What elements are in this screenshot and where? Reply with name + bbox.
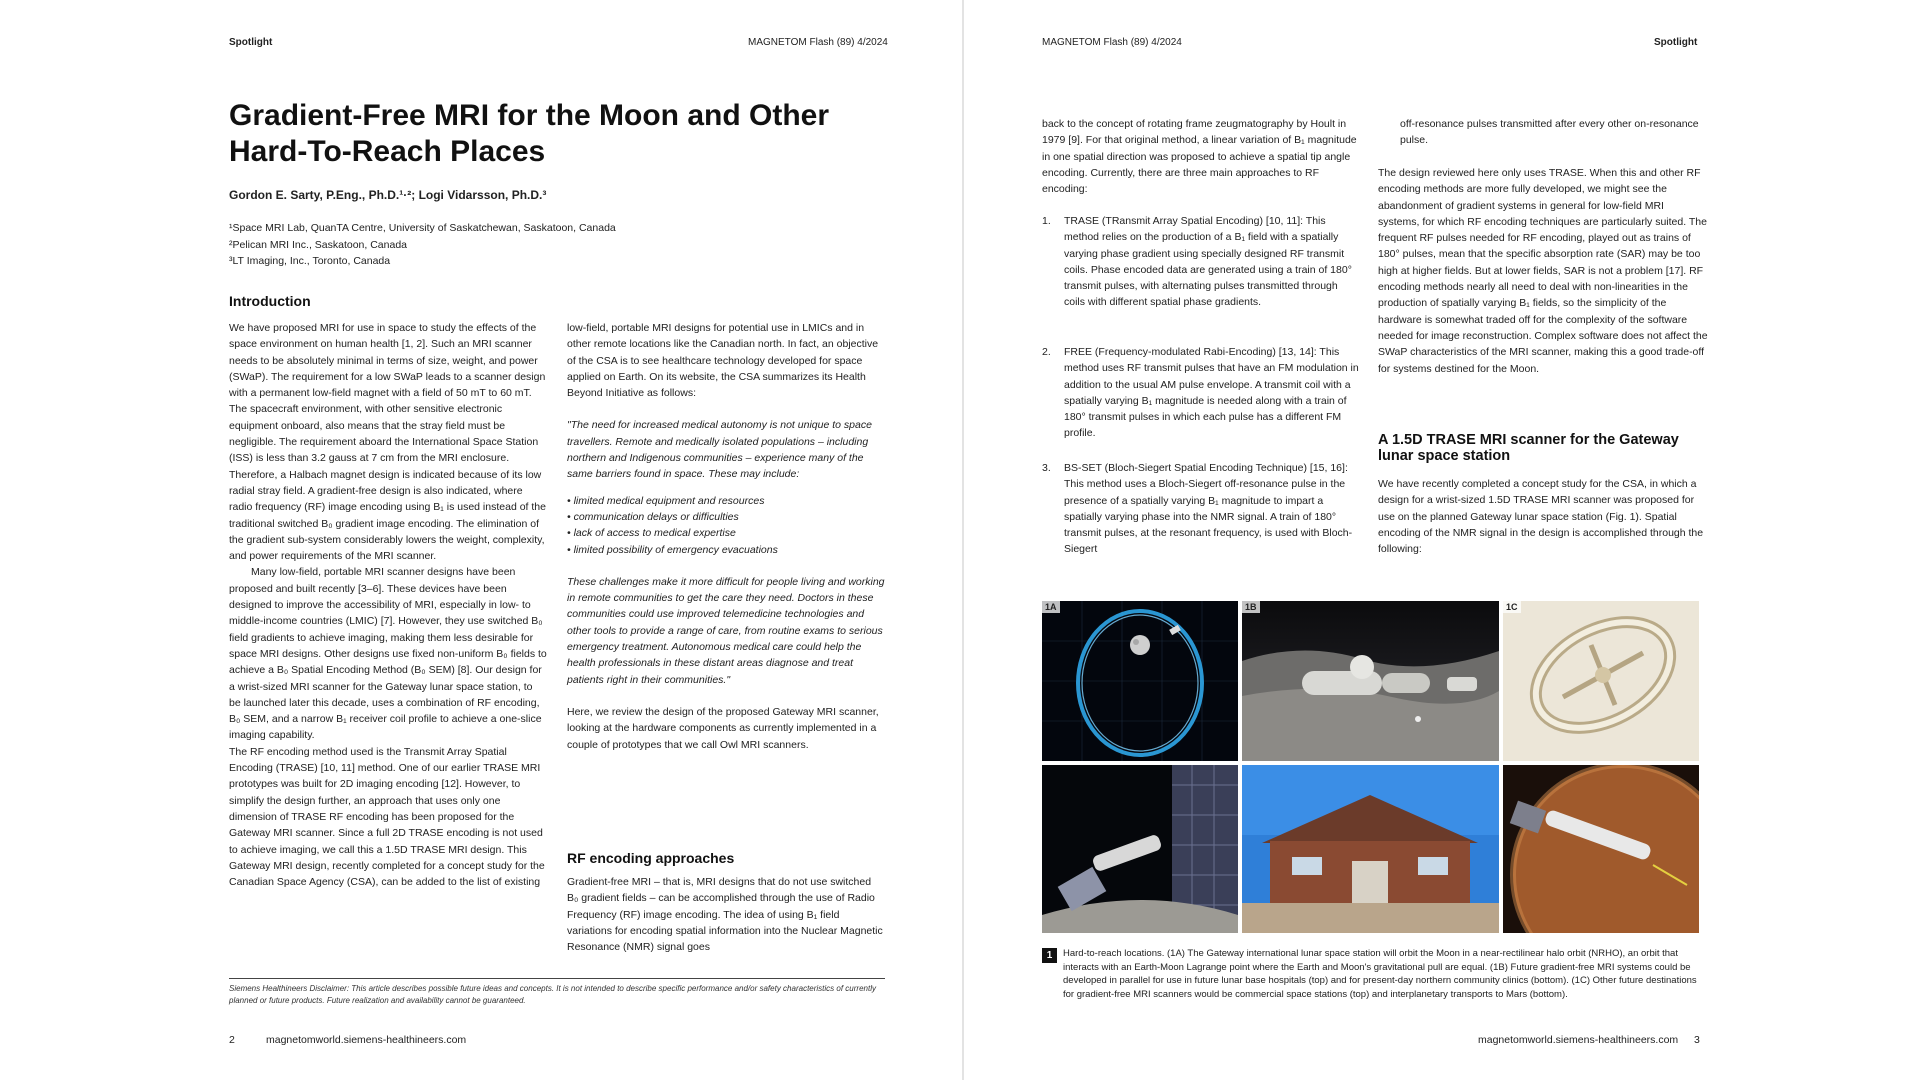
figure-1c-top bbox=[1503, 601, 1699, 761]
figure-1a-top bbox=[1042, 601, 1238, 761]
approach-number: 3. bbox=[1042, 462, 1051, 474]
affiliation: ²Pelican MRI Inc., Saskatoon, Canada bbox=[229, 238, 408, 251]
gateway-heading: A 1.5D TRASE MRI scanner for the Gateway lunar space station bbox=[1378, 432, 1679, 464]
paragraph: The RF encoding method used is the Transmit Array Spatial Encoding (TRASE) [10, 11] method. One of our earlier TRASE MRI prototypes was built for 2D imaging encoding [12]. However, to simplify the design further, an approach that uses only one dimension of TRASE RF encoding has been proposed for the Gateway MRI scanner. Since a full 2D TRASE encoding is not used to achieve imaging, we call this a 1.5D TRASE MRI design. This Gateway MRI design, recently completed for a concept study for the Canadian Space Agency (CSA), can be added to the list of existing bbox=[229, 745, 545, 889]
paragraph: We have proposed MRI for use in space to study the effects of the space environment on human health [1, 2]. Such an MRI scanner needs to be absolutely minimal in terms of size, weight, and power (SWaP). The requirement for a low SWaP leads to a scanner design with a permanent low-field magnet with a field of 50 mT to 60 mT. The spacecraft environment, with other sensitive electronic equipment onboard, also means that the stray field must be negligible. The requirement aboard the International Space Station (ISS) is less than 3.2 gauss at 7 cm from the MRI enclosure. Therefore, a Halbach magnet design is indicated because of its low radial stray field. A gradient-free design is also indicated, where radio frequency (RF) image encoding using B₁ is used instead of the traditional switched B₀ gradient image encoding. The elimination of the gradient sub-system considerably lowers the weight, complexity, and power requirements of the MRI scanner. bbox=[229, 322, 546, 563]
approach-item bbox=[1042, 213, 1360, 311]
footer-url[interactable]: magnetomworld.siemens-healthineers.com bbox=[1478, 1034, 1679, 1046]
approach-number: 2. bbox=[1042, 346, 1051, 358]
rf-paragraph: Gradient-free MRI – that is, MRI designs that do not use switched B₀ gradient fields – can be accomplished through the use of Radio Frequency (RF) image encoding. The idea of using B₁ field variations for encoding spatial information into the Nuclear Magnetic Resonance (NMR) signal goes bbox=[567, 876, 883, 954]
article-title: Gradient-Free MRI for the Moon and Other Hard-To-Reach Places bbox=[229, 99, 830, 168]
approach-text: BS-SET (Bloch-Siegert Spatial Encoding Technique) [15, 16]: This method uses a Bloch-Siegert off-resonance pulse in the presence of a spatially varying B₁ magnitude to impart a spatially varying phase into the NMR signal. A train of 180° transmit pulses, at the resonant frequency, is used with Bloch-Siegert bbox=[1064, 462, 1353, 556]
approach-text: TRASE (TRansmit Array Spatial Encoding) [10, 11]: This method relies on the production of a B₁ field with a spatially varying phase gradient using specially designed RF transmit coils. Phase encoded data are generated using a train of 180° transmit pulses, with alternating pulses transmitted through coils with different spatial phase gradients. bbox=[1064, 215, 1352, 309]
section-label: Spotlight bbox=[229, 37, 273, 48]
body-column-1 bbox=[1042, 116, 1360, 197]
continued-paragraph bbox=[1400, 116, 1704, 149]
section-label: Spotlight bbox=[1654, 37, 1698, 48]
body-column-1 bbox=[229, 320, 547, 890]
paragraph: off-resonance pulses transmitted after every other on-resonance pulse. bbox=[1400, 118, 1699, 147]
northern-clinic-photo bbox=[1242, 765, 1499, 933]
body-column-2 bbox=[567, 320, 885, 753]
quote: These challenges make it more difficult for people living and working in remote communities to get the care they need. Doctors in these communities could use improved telemedicine technologies and other tools to provide a range of care, from routine exams to serious emergency treatment. Autonomous medical care could help the health professionals in these distant areas diagnose and treat patients right in their communities." bbox=[567, 575, 885, 686]
figure-1b-top bbox=[1242, 601, 1499, 761]
affiliations bbox=[229, 220, 616, 270]
lunar-base-illustration bbox=[1242, 601, 1499, 761]
page-number: 3 bbox=[1694, 1034, 1700, 1046]
approach-item bbox=[1042, 460, 1360, 558]
figure-label: 1B bbox=[1242, 601, 1260, 613]
figure-caption: Hard-to-reach locations. (1A) The Gateway international lunar space station will orbit the Moon in a near-rectilinear halo orbit (NRHO), an orbit that interacts with an Earth-Moon Lagrange point where the Earth and Moon's gravitational pull are equal. (1B) Future gradient-free MRI systems could be developed in parallel for use in future lunar base hospitals (top) and for present-day northern community clinics (bottom). (1C) Other future destinations for gradient-free MRI scanners would be commercial space stations (top) and interplanetary transports to Mars (bottom). bbox=[1063, 948, 1697, 1000]
paragraph: back to the concept of rotating frame zeugmatography by Hoult in 1979 [9]. For that original method, a linear variation of B₁ magnitude in one spatial direction was proposed to achieve a spatial tip angle encoding. Currently, there are three main approaches to RF encoding: bbox=[1042, 118, 1357, 196]
footer-url[interactable]: magnetomworld.siemens-healthineers.com bbox=[266, 1034, 467, 1046]
figure-label: 1C bbox=[1503, 601, 1521, 613]
affiliation: ¹Space MRI Lab, QuanTA Centre, University of Saskatchewan, Saskatoon, Canada bbox=[229, 222, 616, 234]
page-number: 2 bbox=[229, 1034, 235, 1046]
approach-text: FREE (Frequency-modulated Rabi-Encoding) [13, 14]: This method uses RF transmit pulses that have an FM modulation in addition to the usual AM pulse envelope. A transmit coil with a spatially varying B₁ magnitude is needed along with a train of 180° transmit pulses in which each pulse has a different FM profile. bbox=[1064, 346, 1359, 440]
paragraph: The design reviewed here only uses TRASE. When this and other RF encoding methods are more fully developed, we might see the abandonment of gradient systems in general for low-field MRI systems, for which RF encoding techniques are particularly suited. The frequent RF pulses needed for RF encoding, played out as trains of 180° pulses, mean that the specific absorption rate (SAR) may be too high at higher fields. But at lower fields, SAR is not a problem [17]. RF encoding methods nearly all need to deal with non-linearities in the production of spatially varying B₁ fields, so the simplicity of the hardware is somewhat traded off for the complexity of the software needed for image reconstruction. Complex software does not affect the SWaP characteristics of the MRI scanner, making this a good trade-off for systems destined for the Moon. bbox=[1378, 167, 1708, 375]
halo-orbit-illustration bbox=[1042, 601, 1238, 761]
authors: Gordon E. Sarty, P.Eng., Ph.D.¹·²; Logi Vidarsson, Ph.D.³ bbox=[229, 188, 547, 202]
disclaimer: Siemens Healthineers Disclaimer: This article describes possible future ideas and concepts. It is not intended to describe specific performance and/or safety characteristics of currently planned or future products. Future realization and availability cannot be guaranteed. bbox=[229, 984, 876, 1005]
space-station-ring-illustration bbox=[1503, 601, 1699, 761]
bullet-list bbox=[567, 493, 885, 558]
figure-1a-bottom bbox=[1042, 765, 1238, 933]
mars-transport-illustration bbox=[1503, 765, 1699, 933]
bullet-item: • lack of access to medical expertise bbox=[567, 525, 885, 541]
figure-1b-bottom bbox=[1242, 765, 1499, 933]
issue-label: MAGNETOM Flash (89) 4/2024 bbox=[1042, 37, 1182, 48]
rf-heading: RF encoding approaches bbox=[567, 850, 735, 866]
quote: "The need for increased medical autonomy is not unique to space travellers. Remote and medically isolated populations – including northern and Indigenous communities – experience many of the same barriers found in space. These may include: bbox=[567, 419, 872, 481]
body-column-2 bbox=[1378, 165, 1708, 377]
gateway-paragraph: We have recently completed a concept study for the CSA, in which a design for a wrist-sized 1.5D TRASE MRI scanner was proposed for use on the planned Gateway lunar space station (Fig. 1). Spatial encoding of the NMR signal in the design is accomplished through the following: bbox=[1378, 478, 1704, 556]
approach-item bbox=[1042, 344, 1360, 442]
paragraph: Many low-field, portable MRI scanner designs have been proposed and built recently [3–6]. These devices have been designed to improve the accessibility of MRI, especially in low- to middle-income countries (LMIC) [7]. However, they use switched B₀ field gradients to achieve imaging, making them less desirable for space MRI designs. Other designs use fixed non-uniform B₀ fields to achieve a B₀ Spatial Encoding Method (B₀ SEM) [8]. Our design for a wrist-sized MRI scanner for the Gateway lunar space station, to be launched later this decade, uses a combination of RF encoding, B₀ SEM, and a narrow B₁ receiver coil profile to achieve a one-slice imaging capability. bbox=[229, 566, 547, 742]
bullet-item: • communication delays or difficulties bbox=[567, 509, 885, 525]
gateway-station-illustration bbox=[1042, 765, 1238, 933]
paragraph: low-field, portable MRI designs for potential use in LMICs and in other remote locations like the Canadian north. In fact, an objective of the CSA is to see healthcare technology developed for space applied on Earth. On its website, the CSA summarizes its Health Beyond Initiative as follows: bbox=[567, 322, 879, 400]
approach-number: 1. bbox=[1042, 215, 1051, 227]
figure-1c-bottom bbox=[1503, 765, 1699, 933]
intro-heading: Introduction bbox=[229, 293, 311, 309]
bullet-item: • limited possibility of emergency evacuations bbox=[567, 542, 885, 558]
issue-label: MAGNETOM Flash (89) 4/2024 bbox=[748, 37, 888, 48]
affiliation: ³LT Imaging, Inc., Toronto, Canada bbox=[229, 255, 391, 267]
figure-label: 1A bbox=[1042, 601, 1060, 613]
paragraph: Here, we review the design of the proposed Gateway MRI scanner, looking at the hardware components as currently implemented in a couple of prototypes that we call Owl MRI scanners. bbox=[567, 705, 879, 751]
disclaimer-rule bbox=[229, 978, 885, 979]
figure-number-badge: 1 bbox=[1042, 948, 1057, 963]
bullet-item: • limited medical equipment and resources bbox=[567, 493, 885, 509]
